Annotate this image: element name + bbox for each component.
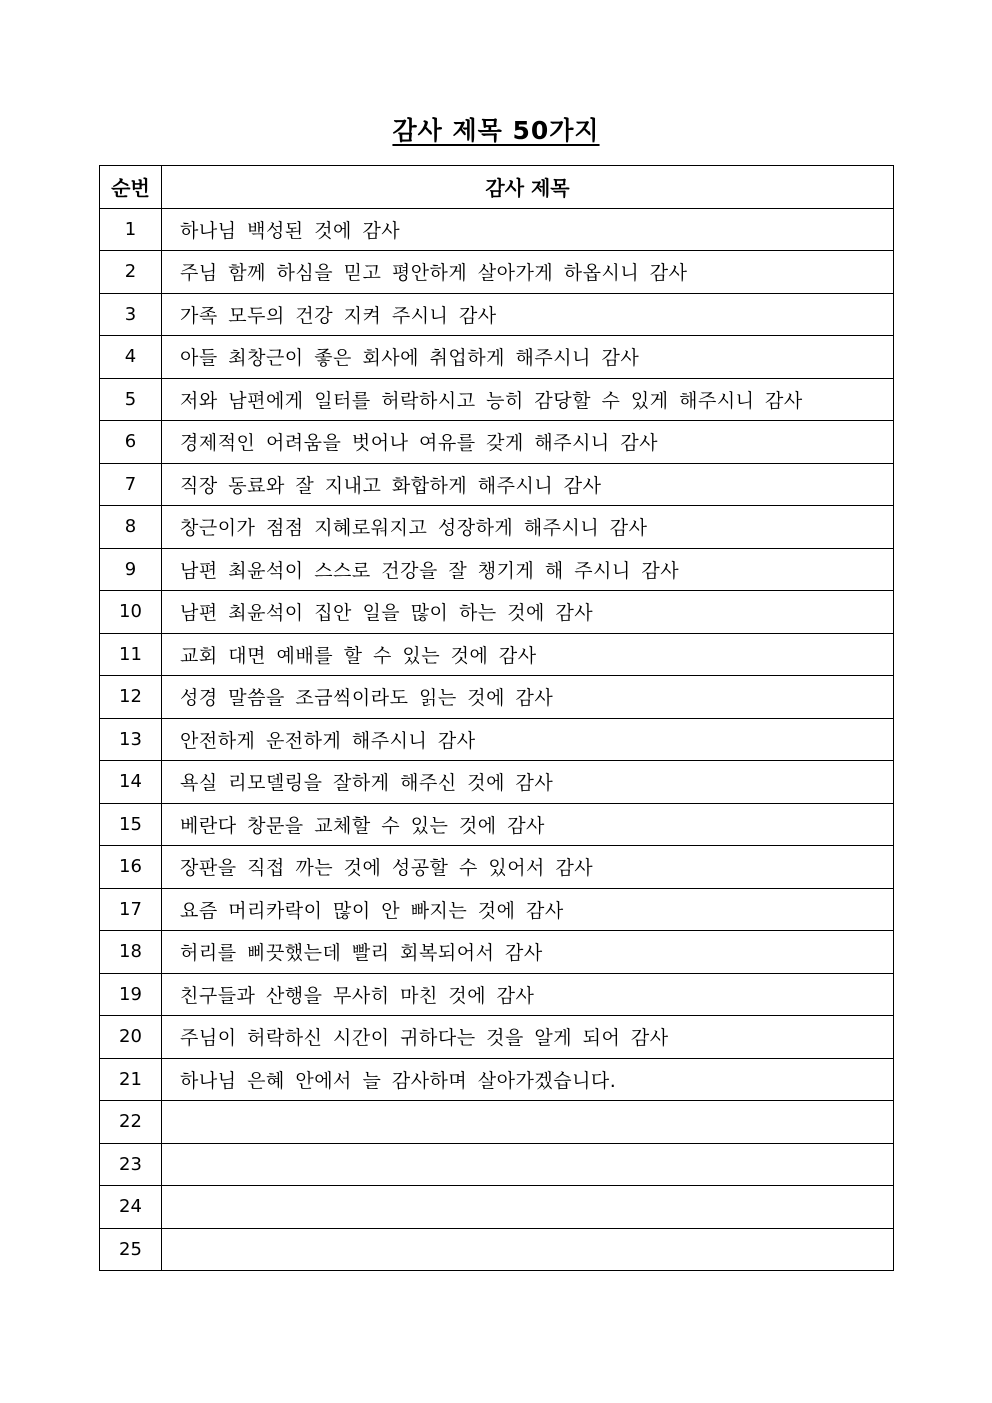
row-text: 하나님 은혜 안에서 늘 감사하며 살아가겠습니다.	[162, 1058, 894, 1101]
row-text	[162, 1101, 894, 1144]
row-number: 10	[100, 591, 162, 634]
row-text: 장판을 직접 까는 것에 성공할 수 있어서 감사	[162, 846, 894, 889]
table-row	[100, 931, 894, 974]
table-row	[100, 208, 894, 251]
row-number: 9	[100, 548, 162, 591]
header-item: 감사 제목	[162, 166, 894, 209]
row-text: 베란다 창문을 교체할 수 있는 것에 감사	[162, 803, 894, 846]
row-text: 안전하게 운전하게 해주시니 감사	[162, 718, 894, 761]
row-number: 14	[100, 761, 162, 804]
row-number: 24	[100, 1186, 162, 1229]
table-row	[100, 548, 894, 591]
row-text: 주님이 허락하신 시간이 귀하다는 것을 알게 되어 감사	[162, 1016, 894, 1059]
row-number: 22	[100, 1101, 162, 1144]
document-title: 감사 제목 50가지	[392, 116, 600, 145]
table-row	[100, 463, 894, 506]
table-row	[100, 761, 894, 804]
table-row	[100, 1228, 894, 1271]
table-row	[100, 846, 894, 889]
row-text: 저와 남편에게 일터를 허락하시고 능히 감당할 수 있게 해주시니 감사	[162, 378, 894, 421]
row-number: 25	[100, 1228, 162, 1271]
row-text: 친구들과 산행을 무사히 마친 것에 감사	[162, 973, 894, 1016]
table-row	[100, 718, 894, 761]
table-body	[100, 208, 894, 1271]
row-text: 요즘 머리카락이 많이 안 빠지는 것에 감사	[162, 888, 894, 931]
table-row	[100, 803, 894, 846]
document-title-wrapper	[0, 111, 992, 151]
row-text	[162, 1228, 894, 1271]
row-number: 3	[100, 293, 162, 336]
row-number: 17	[100, 888, 162, 931]
row-text: 아들 최창근이 좋은 회사에 취업하게 해주시니 감사	[162, 336, 894, 379]
row-text: 남편 최윤석이 스스로 건강을 잘 챙기게 해 주시니 감사	[162, 548, 894, 591]
table-row	[100, 378, 894, 421]
row-number: 21	[100, 1058, 162, 1101]
table-row	[100, 591, 894, 634]
table-row	[100, 1143, 894, 1186]
row-text	[162, 1143, 894, 1186]
table-header-row	[100, 166, 894, 209]
table-row	[100, 1058, 894, 1101]
row-text: 하나님 백성된 것에 감사	[162, 208, 894, 251]
table-row	[100, 1101, 894, 1144]
row-text	[162, 1186, 894, 1229]
row-text: 직장 동료와 잘 지내고 화합하게 해주시니 감사	[162, 463, 894, 506]
table-row	[100, 973, 894, 1016]
table-row	[100, 1186, 894, 1229]
row-number: 1	[100, 208, 162, 251]
row-number: 6	[100, 421, 162, 464]
row-number: 4	[100, 336, 162, 379]
row-number: 8	[100, 506, 162, 549]
table-row	[100, 888, 894, 931]
row-number: 19	[100, 973, 162, 1016]
table-row	[100, 506, 894, 549]
row-text: 주님 함께 하심을 믿고 평안하게 살아가게 하옵시니 감사	[162, 251, 894, 294]
row-number: 13	[100, 718, 162, 761]
row-number: 5	[100, 378, 162, 421]
row-number: 16	[100, 846, 162, 889]
table-row	[100, 336, 894, 379]
row-text: 창근이가 점점 지혜로워지고 성장하게 해주시니 감사	[162, 506, 894, 549]
row-number: 20	[100, 1016, 162, 1059]
row-text: 경제적인 어려움을 벗어나 여유를 갖게 해주시니 감사	[162, 421, 894, 464]
row-text: 성경 말씀을 조금씩이라도 읽는 것에 감사	[162, 676, 894, 719]
table-row	[100, 1016, 894, 1059]
row-text: 교회 대면 예배를 할 수 있는 것에 감사	[162, 633, 894, 676]
row-number: 18	[100, 931, 162, 974]
table-row	[100, 251, 894, 294]
table-row	[100, 421, 894, 464]
row-text: 욕실 리모델링을 잘하게 해주신 것에 감사	[162, 761, 894, 804]
row-number: 12	[100, 676, 162, 719]
row-number: 23	[100, 1143, 162, 1186]
row-text: 허리를 삐끗했는데 빨리 회복되어서 감사	[162, 931, 894, 974]
table-row	[100, 293, 894, 336]
header-number: 순번	[100, 166, 162, 209]
row-number: 2	[100, 251, 162, 294]
table-row	[100, 676, 894, 719]
gratitude-table	[99, 165, 894, 1271]
row-text: 가족 모두의 건강 지켜 주시니 감사	[162, 293, 894, 336]
row-number: 7	[100, 463, 162, 506]
row-text: 남편 최윤석이 집안 일을 많이 하는 것에 감사	[162, 591, 894, 634]
row-number: 15	[100, 803, 162, 846]
table-row	[100, 633, 894, 676]
row-number: 11	[100, 633, 162, 676]
